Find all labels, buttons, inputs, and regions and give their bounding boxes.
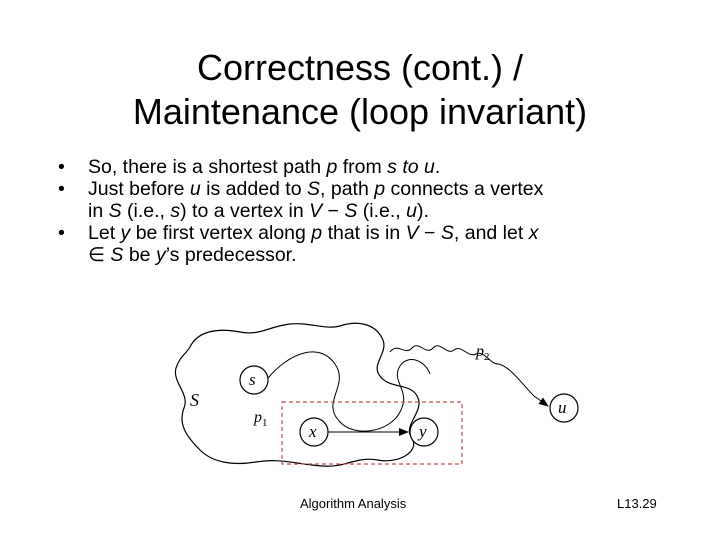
- bullet-text: ).: [417, 200, 429, 222]
- bullet-text: be first vertex along: [130, 222, 312, 244]
- bullet-list: [58, 156, 658, 266]
- math-variable: x: [528, 222, 539, 244]
- bullet-text: Let: [88, 222, 121, 244]
- math-variable: u: [189, 178, 201, 200]
- bullet-text: is added to: [200, 178, 307, 200]
- label-p1: $p_1$: [254, 409, 268, 429]
- bullet-text: , path: [320, 178, 375, 200]
- path-p2: [390, 346, 548, 406]
- bullet-text: Just before: [88, 178, 190, 200]
- bullet-text: be: [123, 244, 156, 266]
- shortest-path-diagram: [150, 312, 590, 472]
- bullet-text: connects a vertex: [385, 178, 544, 200]
- title-line-1: Correctness (cont.) /: [196, 47, 524, 88]
- label-p2: $p_2$: [476, 343, 490, 363]
- bullet-line: [88, 156, 658, 178]
- bullet-text: .: [434, 156, 441, 178]
- label-vertex-s: s: [249, 370, 256, 389]
- math-variable: S: [344, 200, 358, 222]
- bullet-text: that is in: [322, 222, 406, 244]
- bullet-line: [88, 178, 658, 200]
- bullet-text: ∈: [88, 244, 111, 266]
- bullet-text: ’s predecessor.: [165, 244, 297, 266]
- math-variable: y: [155, 244, 166, 266]
- math-variable: u: [406, 200, 417, 222]
- label-vertex-x: x: [309, 422, 317, 441]
- math-variable: S: [110, 244, 124, 266]
- math-variable: s: [170, 200, 181, 222]
- bullet-line: [88, 244, 658, 266]
- bullet-text: So, there is a shortest path: [88, 156, 327, 178]
- bullet-text: , and let: [453, 222, 529, 244]
- math-variable: V: [405, 222, 419, 244]
- math-variable: s to u: [387, 156, 435, 178]
- footer-slide-number: L13.29: [617, 496, 657, 511]
- bullet-text: (i.e.,: [357, 200, 407, 222]
- math-variable: p: [326, 156, 338, 178]
- slide-title: [0, 46, 720, 134]
- bullet-text: −: [322, 200, 345, 222]
- label-set-s: S: [190, 390, 199, 410]
- set-s-region: [175, 323, 419, 466]
- math-variable: y: [120, 222, 131, 244]
- bullet-text: in: [88, 200, 109, 222]
- math-variable: V: [309, 200, 323, 222]
- math-variable: p: [374, 178, 386, 200]
- path-p1: [268, 352, 430, 431]
- bullet-text: from: [337, 156, 388, 178]
- bullet-item: [58, 178, 658, 222]
- bullet-line: [88, 200, 658, 222]
- bullet-marker: •: [58, 222, 65, 244]
- math-variable: S: [307, 178, 321, 200]
- math-variable: S: [440, 222, 454, 244]
- bullet-marker: •: [58, 178, 65, 200]
- bullet-text: (i.e.,: [121, 200, 171, 222]
- bullet-line: [88, 222, 658, 244]
- label-vertex-y: y: [419, 422, 427, 441]
- bullet-marker: •: [58, 156, 65, 178]
- bullet-item: [58, 222, 658, 266]
- title-line-2: Maintenance (loop invariant): [132, 91, 588, 132]
- math-variable: p: [311, 222, 323, 244]
- bullet-text: −: [418, 222, 441, 244]
- footer-course: Algorithm Analysis: [300, 496, 407, 511]
- math-variable: S: [108, 200, 122, 222]
- bullet-item: [58, 156, 658, 178]
- label-vertex-u: u: [558, 398, 567, 417]
- bullet-text: ) to a vertex in: [180, 200, 310, 222]
